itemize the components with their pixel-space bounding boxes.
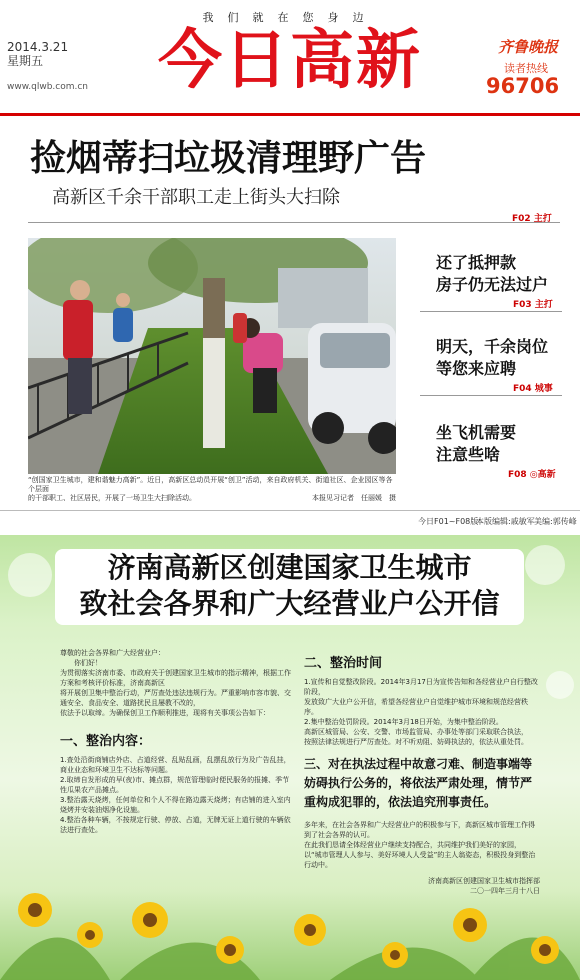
hotline-number: 96706	[486, 74, 560, 98]
divider	[420, 311, 562, 312]
photo-caption	[28, 476, 398, 503]
photo-credit: 本报见习记者 任丽媛 摄	[312, 494, 396, 502]
caption-line: 的干部职工、社区居民，开展了一场卫生大扫除活动。	[28, 494, 196, 502]
divider	[420, 395, 562, 396]
brand-logo: 齐鲁晚报	[498, 38, 559, 56]
side-story[interactable]	[436, 252, 548, 296]
divider	[28, 222, 560, 223]
side-story[interactable]	[436, 422, 516, 466]
letter-paragraph: 发放致广大业户公开信，希望各经营业户自觉维护城市环境和规范经营秩序。	[304, 698, 528, 716]
letter-paragraph: 以“城市管理人人参与、美好环境人人受益”的主人翁姿态，积极投身到整治行动中。	[304, 851, 536, 869]
side-story-tag: F03 主打	[513, 300, 553, 310]
letter-left-column	[60, 648, 292, 835]
website-url[interactable]: www.qlwb.com.cn	[7, 82, 88, 92]
caption-row	[28, 494, 398, 503]
letter-paragraph: 商业业态和环境卫生不达标等问题。	[60, 766, 172, 774]
side-story-tag: F08 ◎高新	[508, 470, 556, 480]
lead-page-tag: F02 主打	[512, 214, 552, 224]
issue-date: 2014.3.21	[7, 40, 69, 54]
masthead-red-rule	[0, 113, 580, 116]
section-heading: 二、整治时间	[304, 656, 383, 671]
letter-paragraph: 在此我们恳请全体经营业户继续支持配合，共同维护我们美好的家园，	[304, 841, 521, 849]
issue-date-block	[7, 40, 68, 68]
caption-line: “创国家卫生城市，建和谐魅力高新”。近日，高新区总动员开展“创卫”活动，来自政府机关、街道社区、企业园区等各个层面	[28, 476, 393, 493]
letter-signature-date: 二〇一四年三月十八日	[470, 887, 540, 895]
letter-salutation: 尊敬的社会各界和广大经营业户：	[60, 649, 165, 657]
letter-paragraph: 1.宣传和自觉整改阶段。2014年3月17日为宣传告知和各经营业户自行整改阶段，	[304, 678, 538, 696]
side-story-title: 房子仍无法过户	[436, 275, 549, 294]
side-story-tag: F04 城事	[513, 384, 553, 394]
lead-photo-image	[28, 238, 396, 474]
footer-editor: 本版编辑:戚敏军	[476, 517, 535, 526]
letter-paragraph: 将开展创卫集中整治行动，严厉查处违法违规行为。严重影响市容市貌、交通安全、食品安全、道路扰民且屡教不改的，	[60, 689, 291, 707]
letter-paragraph: 1.查处沿街商铺店外店、占道经营、乱贴乱画，乱摆乱放行为及广告乱挂，	[60, 756, 291, 764]
lead-photo[interactable]	[28, 238, 396, 474]
side-story[interactable]	[436, 336, 548, 380]
letter-paragraph: 为贯彻落实济南市委、市政府关于创建国家卫生城市的指示精神，根据工作方案和考核评价标准，济南高新区	[60, 669, 291, 687]
open-letter-subtitle: 致社会各界和广大经营业户公开信	[79, 587, 500, 620]
side-story-title: 等您来应聘	[436, 359, 517, 378]
letter-paragraph: 4.整治各种车辆，不按规定行驶、停放、占道，无牌无证上道行驶的车辆依法进行查处。	[60, 816, 291, 834]
hotline-label: 读者热线	[504, 62, 548, 75]
letter-paragraph: 多年来，在社会各界和广大经营业户的积极参与下，高新区城市管理工作得到了社会各界的认可。	[304, 821, 535, 839]
side-story-title: 明天，千余岗位	[436, 337, 549, 356]
issue-weekday: 星期五	[7, 54, 44, 68]
letter-paragraph: 3.整治露天烧烤，任何单位和个人不得在路边露天烧烤；有店铺的进入室内烧烤并安装油烟净化设施。	[60, 796, 291, 814]
letter-paragraph: 高新区城管局、公安、交警、市场监管局、办事处等部门采取联合执法，	[304, 728, 528, 736]
footer-pages: 今日F01~F08版	[418, 517, 479, 526]
side-story-title: 还了抵押款	[436, 253, 517, 272]
section-heading: 一、整治内容：	[60, 734, 152, 749]
open-letter-title: 济南高新区创建国家卫生城市	[107, 551, 472, 584]
letter-paragraph: 按照法律法规进行严厉查处。对不听劝阻、妨碍执法的，依法从重处罚。	[304, 738, 528, 746]
letter-paragraph: 2.集中整治处罚阶段。2014年3月18日开始，为集中整治阶段。	[304, 718, 503, 726]
letter-greeting: 你们好！	[74, 659, 102, 667]
letter-right-column	[304, 652, 540, 896]
masthead-slogan: 我们就在您身边	[202, 11, 378, 24]
lead-subhead: 高新区千余干部职工走上街头大扫除	[52, 187, 340, 208]
letter-paragraph: 依法予以取缔。为确保创卫工作顺利推进，现将有关事项公告如下：	[60, 709, 270, 717]
masthead-title: 今日高新	[158, 23, 422, 98]
side-story-title: 坐飞机需要	[436, 423, 517, 442]
letter-paragraph: 2.取缔自发形成的早(夜)市、摊点群，规范管理临时便民服务的报摊、季节性瓜果农产品摊点。	[60, 776, 290, 794]
divider	[0, 510, 580, 511]
section-heading: 三、对在执法过程中故意刁难、制造事端等妨碍执行公务的，将依法严肃处理，情节严重构成犯罪的，依法追究刑事责任。	[304, 757, 533, 809]
letter-signature: 济南高新区创建国家卫生城市指挥部	[428, 877, 540, 885]
footer-designer: 美编:郭传峰	[534, 517, 577, 526]
lead-headline[interactable]: 捡烟蒂扫垃圾清理野广告	[30, 138, 427, 179]
side-story-title: 注意些啥	[436, 445, 501, 464]
